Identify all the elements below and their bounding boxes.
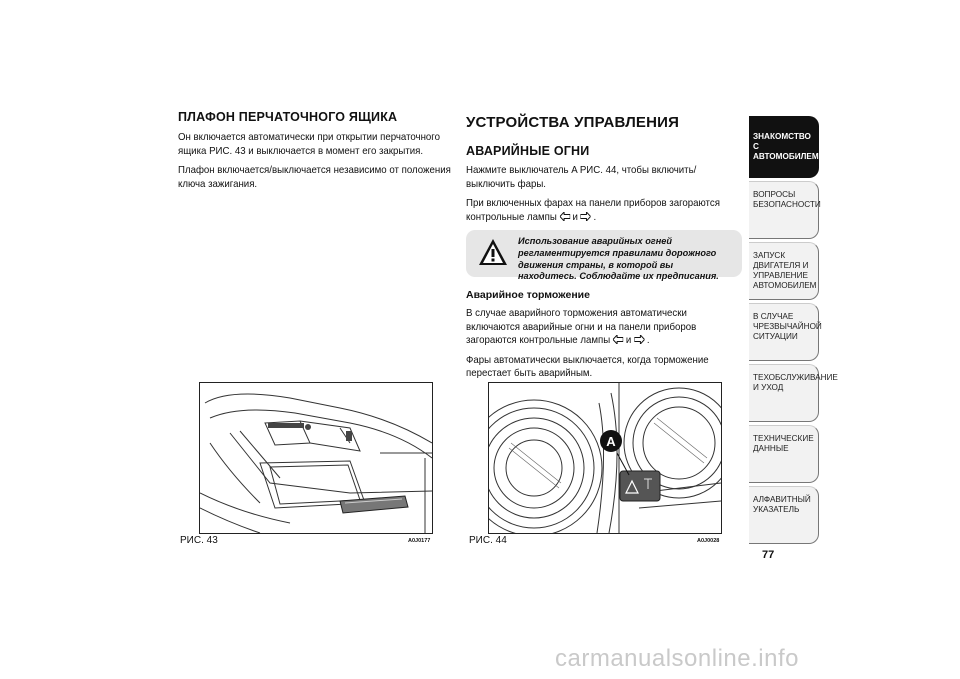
section-heading-glovebox-light: ПЛАФОН ПЕРЧАТОЧНОГО ЯЩИКА xyxy=(178,110,398,124)
glovebox-illustration xyxy=(200,383,432,533)
paragraph-text: В случае аварийного торможения автоматически включаются аварийные огни и на панели приборов загораются контрольные лампы xyxy=(466,308,697,346)
conjunction-text: и xyxy=(572,211,578,223)
subheading-emergency-braking: Аварийное торможение xyxy=(466,289,590,301)
paragraph: Фары автоматически выключается, когда торможение перестает быть аварийным. xyxy=(466,354,709,379)
figure-44-hazard-switch xyxy=(488,382,722,534)
subheading-hazard-lights: АВАРИЙНЫЕ ОГНИ xyxy=(466,144,590,158)
turn-left-arrow-icon xyxy=(613,335,623,344)
tab-emergency[interactable]: В СЛУЧАЕ ЧРЕЗВЫЧАЙНОЙ СИТУАЦИИ xyxy=(749,303,819,361)
hazard-switch-illustration xyxy=(489,383,721,533)
paragraph: Он включается автоматически при открытии перчаточного ящика РИС. 43 и выключается в момент его закрытия. xyxy=(178,132,440,157)
warning-text: Использование аварийных огней регламентируется правилами дорожного движения страны, в которой вы находитесь. Соблюдайте их предписания. xyxy=(518,236,719,282)
warning-triangle-icon xyxy=(478,238,508,266)
figure-code: A0J0028 xyxy=(697,538,720,544)
figure-caption: РИС. 44 xyxy=(469,535,507,546)
section-heading-controls: УСТРОЙСТВА УПРАВЛЕНИЯ xyxy=(466,114,680,131)
paragraph: Плафон включается/выключается независимо от положения ключа зажигания. xyxy=(178,165,451,190)
left-column xyxy=(178,110,450,197)
turn-left-arrow-icon xyxy=(560,212,570,221)
tab-technical-data[interactable]: ТЕХНИЧЕСКИЕ ДАННЫЕ xyxy=(749,425,819,483)
turn-right-arrow-icon xyxy=(581,212,591,221)
turn-right-arrow-icon xyxy=(634,335,644,344)
tab-index[interactable]: АЛФАВИТНЫЙ УКАЗАТЕЛЬ xyxy=(749,486,819,544)
page-number: 77 xyxy=(762,549,775,561)
paragraph: Нажмите выключатель A РИС. 44, чтобы включить/выключить фары. xyxy=(466,165,697,190)
period: . xyxy=(593,211,597,223)
figure-code: A0J0177 xyxy=(408,538,431,544)
figure-43-glovebox xyxy=(199,382,433,534)
warning-box xyxy=(466,230,742,282)
tab-maintenance[interactable]: ТЕХОБСЛУЖИВАНИЕ И УХОД xyxy=(749,364,819,422)
period: . xyxy=(646,335,650,346)
watermark: carmanualsonline.info xyxy=(555,645,799,672)
tab-safety[interactable]: ВОПРОСЫ БЕЗОПАСНОСТИ xyxy=(749,181,819,239)
right-column xyxy=(466,110,742,387)
tab-getting-to-know[interactable]: ЗНАКОМСТВО С АВТОМОБИЛЕМ xyxy=(749,116,819,178)
paragraph-indicator-lamps xyxy=(466,197,743,224)
paragraph-text: При включенных фарах на панели приборов загораются контрольные лампы xyxy=(466,198,720,223)
chapter-tabs xyxy=(749,116,838,547)
paragraph-braking-lamps xyxy=(466,307,743,348)
conjunction-text: и xyxy=(625,335,632,346)
figure-caption: РИС. 43 xyxy=(180,535,218,546)
callout-label-a: A xyxy=(606,434,616,449)
tab-starting-driving[interactable]: ЗАПУСК ДВИГАТЕЛЯ И УПРАВЛЕНИЕ АВТОМОБИЛЕМ xyxy=(749,242,819,300)
